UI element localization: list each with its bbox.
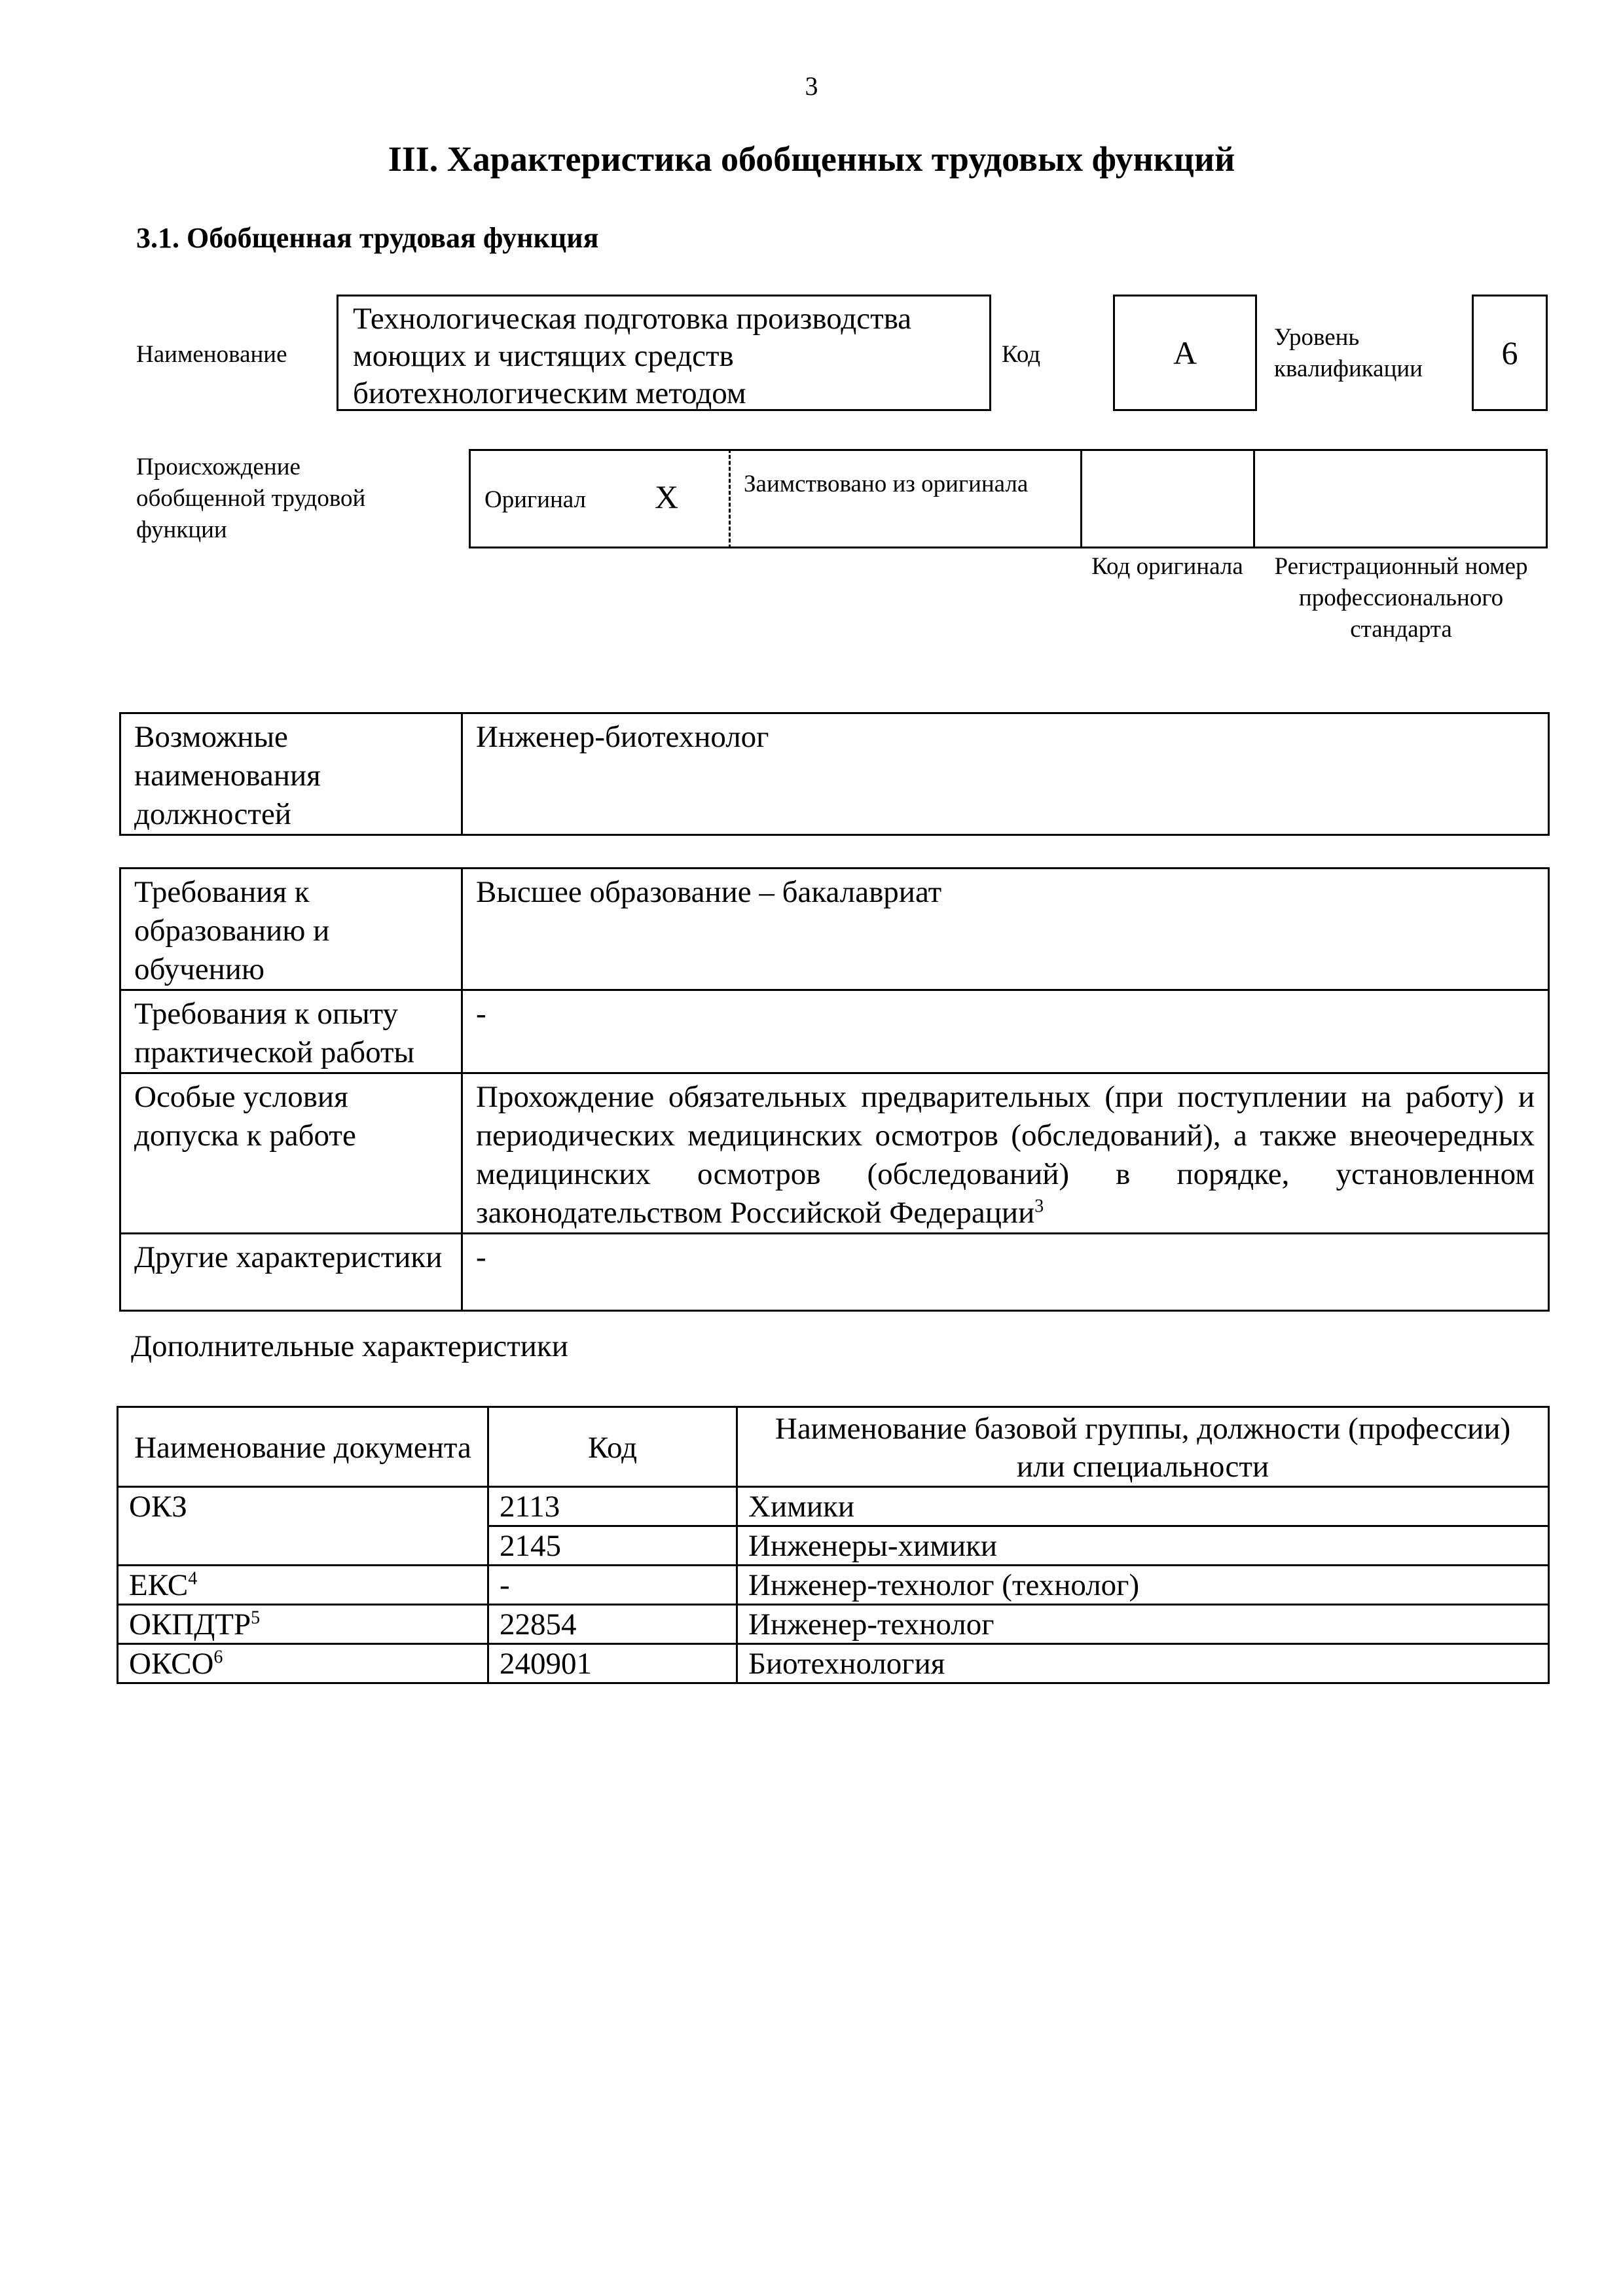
- code-cell: -: [488, 1566, 737, 1605]
- page-number: 3: [805, 71, 818, 101]
- borrowed-label: Заимствовано из оригинала: [744, 471, 1029, 497]
- code-value-box: [1113, 295, 1257, 411]
- origin-divider-1: [729, 449, 731, 548]
- table-row: [118, 1605, 1549, 1644]
- positions-label: Возможные наименования должностей: [120, 713, 462, 835]
- group-name-cell: Химики: [737, 1487, 1549, 1526]
- requirement-value: [462, 1073, 1549, 1234]
- original-code-caption: Код оригинала: [1091, 553, 1243, 580]
- code-value: А: [1173, 334, 1197, 371]
- requirement-row: [120, 1234, 1549, 1311]
- code-cell: 2113: [488, 1487, 737, 1526]
- requirement-value: -: [462, 1234, 1549, 1311]
- doc-name: ОКЗ: [129, 1490, 187, 1524]
- requirement-row: [120, 869, 1549, 990]
- section-title: III. Характеристика обобщенных трудовых функций: [388, 139, 1235, 179]
- code-cell: 22854: [488, 1605, 737, 1644]
- origin-divider-3: [1253, 449, 1255, 548]
- requirement-value-text: Прохождение обязательных предварительных (при поступлении на работу) и периодических медицинских осмотров (обследований), а также внеочередных медицинских осмотров (обследований) в порядке, установленном законодательством Российской Федерации: [476, 1080, 1535, 1230]
- level-value: 6: [1501, 334, 1518, 371]
- requirement-value: -: [462, 990, 1549, 1073]
- requirement-value: Высшее образование – бакалавриат: [462, 869, 1549, 990]
- requirement-row: [120, 990, 1549, 1073]
- requirement-row: [120, 1073, 1549, 1234]
- header-group-name: Наименование базовой группы, должности (профессии) или специальности: [737, 1407, 1549, 1487]
- requirement-label: Требования к образованию и обучению: [120, 869, 462, 990]
- code-cell: 2145: [488, 1526, 737, 1566]
- doc-cell: [118, 1605, 488, 1644]
- footnote-mark: 6: [213, 1647, 223, 1668]
- doc-cell: [118, 1566, 488, 1605]
- doc-name: ОКПДТР: [129, 1607, 251, 1641]
- group-name-cell: Инженеры-химики: [737, 1526, 1549, 1566]
- positions-table: [119, 712, 1550, 836]
- requirement-label: Другие характеристики: [120, 1234, 462, 1311]
- footnote-mark: 4: [188, 1568, 198, 1589]
- doc-name: ОКСО: [129, 1647, 214, 1681]
- positions-value: Инженер-биотехнолог: [462, 713, 1549, 835]
- table-row: [118, 1566, 1549, 1605]
- doc-cell: [118, 1526, 488, 1566]
- origin-divider-2: [1080, 449, 1082, 548]
- group-name-cell: Инженер-технолог (технолог): [737, 1566, 1549, 1605]
- doc-cell: [118, 1644, 488, 1683]
- footnote-mark: 5: [251, 1607, 261, 1628]
- code-label: Код: [1002, 341, 1041, 368]
- function-name-value: Технологическая подготовка производства моющих и чистящих средств биотехнологическим методом: [353, 302, 912, 410]
- doc-name: ЕКС: [129, 1568, 189, 1602]
- level-value-box: [1472, 295, 1548, 411]
- subsection-title: 3.1. Обобщенная трудовая функция: [136, 222, 599, 254]
- level-label: Уровень квалификации: [1274, 324, 1423, 382]
- function-name-box: [337, 295, 991, 411]
- header-code: Код: [488, 1407, 737, 1487]
- header-document: Наименование документа: [118, 1407, 488, 1487]
- requirements-table: [119, 867, 1550, 1312]
- requirement-label: Особые условия допуска к работе: [120, 1073, 462, 1234]
- requirement-label: Требования к опыту практической работы: [120, 990, 462, 1073]
- additional-table: [117, 1406, 1550, 1684]
- additional-title: Дополнительные характеристики: [131, 1329, 568, 1363]
- footnote-mark: 3: [1034, 1196, 1044, 1217]
- table-row: [118, 1526, 1549, 1566]
- table-row: [118, 1487, 1549, 1526]
- registration-number-caption: Регистрационный номер профессионального стандарта: [1274, 553, 1528, 643]
- table-row: [118, 1644, 1549, 1683]
- group-name-cell: Биотехнология: [737, 1644, 1549, 1683]
- origin-label: Происхождение обобщенной трудовой функции: [136, 454, 366, 543]
- group-name-cell: Инженер-технолог: [737, 1605, 1549, 1644]
- table-header-row: [118, 1407, 1549, 1487]
- code-cell: 240901: [488, 1644, 737, 1683]
- name-label: Наименование: [136, 341, 287, 368]
- original-label: Оригинал: [484, 486, 587, 513]
- original-mark: Х: [655, 478, 679, 515]
- doc-cell: [118, 1487, 488, 1526]
